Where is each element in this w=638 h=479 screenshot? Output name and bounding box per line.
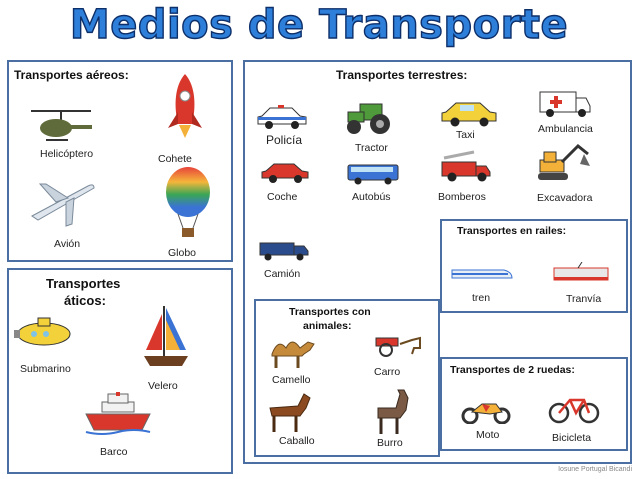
heading-animales-1: Transportes con bbox=[289, 306, 371, 318]
donkey-icon bbox=[370, 388, 414, 436]
rocket-icon bbox=[162, 72, 208, 142]
truck-icon bbox=[258, 240, 310, 262]
taxi-icon bbox=[440, 98, 498, 128]
label-policia: Policía bbox=[266, 133, 303, 147]
label-taxi: Taxi bbox=[456, 129, 475, 141]
label-camello: Camello bbox=[272, 374, 311, 386]
label-barco: Barco bbox=[100, 446, 128, 458]
label-coche: Coche bbox=[267, 191, 298, 203]
label-avion: Avión bbox=[54, 238, 81, 250]
label-autobus: Autobús bbox=[352, 191, 391, 203]
label-velero: Velero bbox=[148, 380, 178, 392]
label-bicicleta: Bicicleta bbox=[552, 432, 592, 444]
tram-icon bbox=[552, 262, 610, 286]
label-moto: Moto bbox=[476, 429, 500, 441]
label-tractor: Tractor bbox=[355, 142, 388, 154]
label-cohete: Cohete bbox=[158, 153, 192, 165]
fire-truck-icon bbox=[440, 148, 492, 184]
bicycle-icon bbox=[548, 392, 600, 424]
heading-animales-2: animales: bbox=[303, 320, 352, 332]
heading-acuaticos-1: Transportes bbox=[46, 276, 121, 291]
heading-aereos: Transportes aéreos: bbox=[14, 68, 129, 82]
sailboat-icon bbox=[142, 304, 190, 370]
cart-icon bbox=[374, 332, 424, 358]
label-carro: Carro bbox=[374, 366, 401, 378]
label-burro: Burro bbox=[377, 437, 403, 449]
label-bomberos: Bomberos bbox=[438, 191, 486, 203]
airplane-icon bbox=[26, 172, 98, 230]
balloon-icon bbox=[164, 166, 212, 242]
train-icon bbox=[450, 266, 514, 282]
label-excavadora: Excavadora bbox=[537, 192, 593, 204]
submarine-icon bbox=[12, 312, 74, 348]
label-caballo: Caballo bbox=[279, 435, 315, 447]
bus-icon bbox=[346, 163, 400, 185]
helicopter-icon bbox=[26, 106, 96, 148]
label-camion: Camión bbox=[264, 268, 301, 280]
police-car-icon bbox=[256, 104, 308, 130]
label-tren: tren bbox=[472, 292, 491, 304]
ambulance-icon bbox=[538, 88, 592, 120]
page-title: Medios de Transporte bbox=[69, 2, 569, 48]
heading-acuaticos-2: áticos: bbox=[64, 293, 106, 308]
car-icon bbox=[260, 160, 310, 184]
camel-icon bbox=[264, 330, 320, 370]
label-globo: Globo bbox=[168, 247, 197, 259]
horse-icon bbox=[264, 390, 314, 434]
motorcycle-icon bbox=[460, 396, 512, 424]
label-tranvia: Tranvía bbox=[566, 293, 602, 305]
ship-icon bbox=[82, 392, 154, 438]
heading-rieles: Transportes en railes: bbox=[457, 225, 567, 237]
credit-text: Iosune Portugal Bicandi bbox=[558, 466, 632, 473]
label-helicoptero: Helicóptero bbox=[40, 148, 94, 160]
label-submarino: Submarino bbox=[20, 363, 71, 375]
tractor-icon bbox=[342, 96, 398, 136]
excavator-icon bbox=[536, 140, 592, 184]
heading-terrestres: Transportes terrestres: bbox=[336, 68, 468, 82]
heading-ruedas: Transportes de 2 ruedas: bbox=[450, 364, 575, 376]
label-ambulancia: Ambulancia bbox=[538, 123, 593, 135]
